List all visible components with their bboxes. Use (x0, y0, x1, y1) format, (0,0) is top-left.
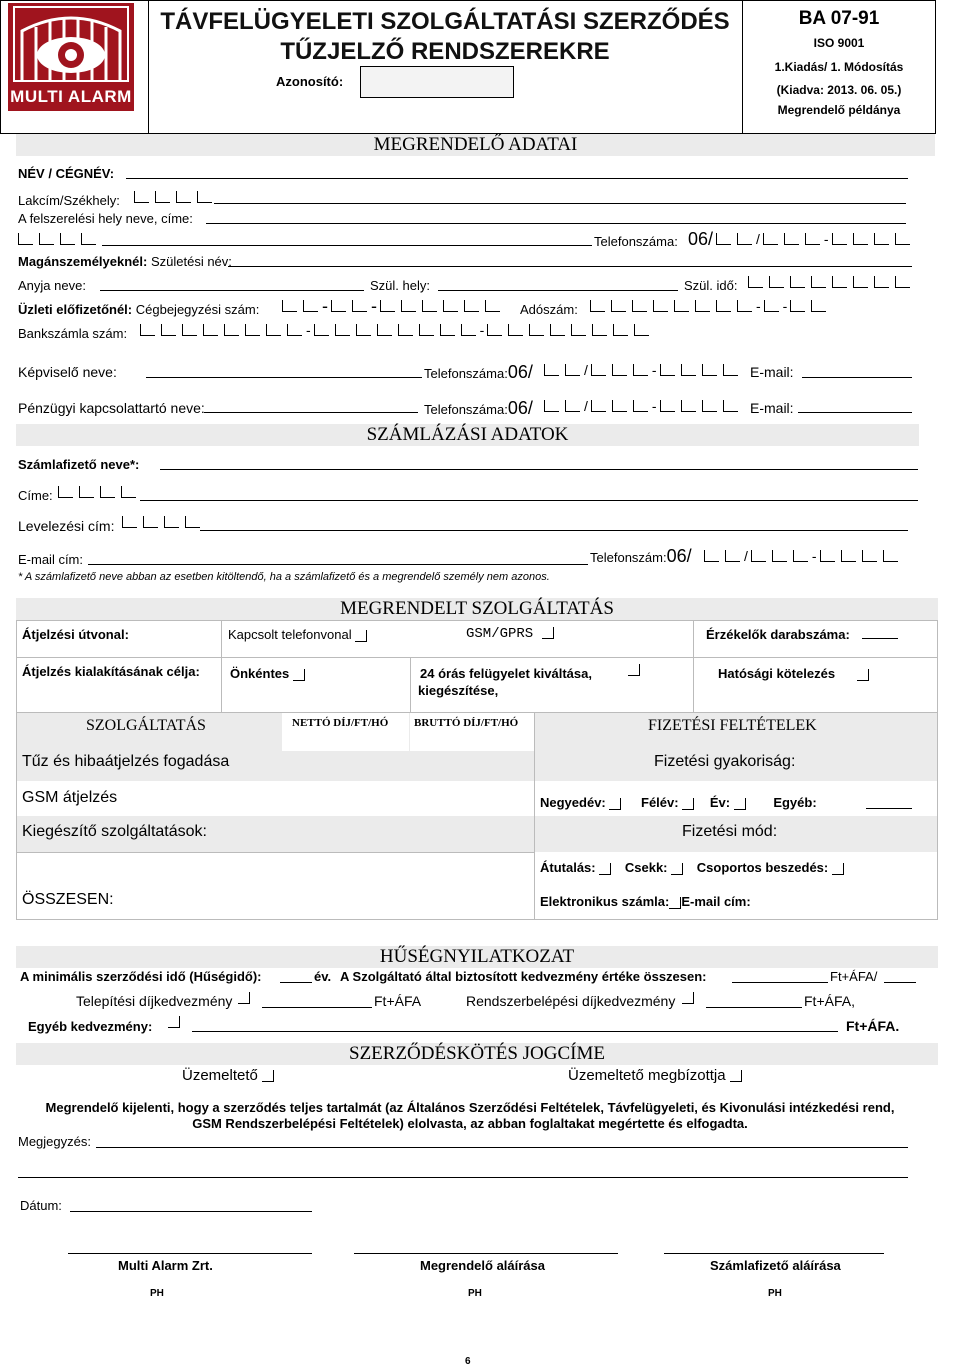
purpose-label: Átjelzés kialakításának célja: (22, 664, 200, 679)
bank-boxes[interactable]: - - (140, 324, 655, 336)
declaration-text: Megrendelő kijelenti, hogy a szerződés teljes tartalmát (az Általános Szerződési Feltételek, Távfelügyeleti, és Kivonulási intézkedési rend, GSM Rendszerbelépési Feltételek) elolvasta, az abban foglaltakat megértette és elfogadta. (45, 1100, 895, 1131)
birth-date-label: Szül. idő: (684, 278, 738, 293)
mother-label: Anyja neve: (18, 278, 86, 293)
service-section-title: MEGRENDELT SZOLGÁLTATÁS (16, 598, 938, 620)
birth-name-label: Születési név: (150, 254, 232, 269)
operator-label: Üzemeltető (182, 1067, 258, 1084)
mandatory-checkbox[interactable] (857, 669, 869, 681)
gsm-checkbox[interactable] (542, 627, 554, 639)
e-invoice-option (540, 894, 751, 909)
sig-line-payer[interactable] (664, 1253, 884, 1254)
col-service: SZOLGÁLTATÁS (86, 717, 206, 734)
azonosito-label: Azonosító: (276, 74, 344, 89)
operator-agent-option[interactable] (568, 1067, 742, 1084)
table-divider (534, 713, 535, 919)
doc-code: BA 07-91 (798, 8, 880, 29)
payer-field[interactable] (160, 469, 918, 470)
ph-orderer: PH (468, 1288, 482, 1299)
address-zip-boxes[interactable] (134, 191, 218, 203)
table-divider-2 (17, 852, 534, 853)
replacement-line1: 24 órás felügyelet kiváltása, (420, 666, 592, 681)
orderer-section-title: MEGRENDELŐ ADATAI (16, 134, 935, 156)
voluntary-option[interactable] (230, 666, 305, 681)
group-label: Csoportos beszedés: (696, 860, 829, 875)
operator-option[interactable] (182, 1067, 274, 1084)
install-phone-label: Telefonszáma: (594, 234, 678, 249)
rep-phone-prefix: 06/ (507, 362, 533, 382)
azonosito-input[interactable] (360, 66, 514, 98)
other-discount-checkbox[interactable] (168, 1016, 180, 1028)
notes-label: Megjegyzés: (18, 1134, 91, 1149)
transfer-label: Átutalás: (540, 860, 596, 875)
finance-phone-prefix: 06/ (507, 398, 533, 418)
name-field[interactable] (126, 178, 908, 179)
rep-email-field[interactable] (802, 377, 912, 378)
ph-payer: PH (768, 1288, 782, 1299)
ph-company: PH (150, 1288, 164, 1299)
billing-phone-label (590, 546, 692, 567)
private-label (18, 254, 232, 269)
col-net: NETTÓ DÍJ/FT/HÓ (292, 717, 389, 729)
contract-subtitle: TŰZJELZŐ RENDSZEREKRE (280, 38, 610, 65)
quarterly-label: Negyedév: (540, 795, 606, 810)
discount-unit-field[interactable] (884, 982, 916, 983)
issued-label: (Kiadva: 2013. 06. 05.) (776, 83, 902, 97)
voluntary-label: Önkéntes (230, 666, 290, 681)
finance-phone-label (424, 398, 533, 419)
other-field[interactable] (866, 808, 912, 809)
operator-checkbox[interactable] (262, 1070, 274, 1082)
company-reg-label: Cégbejegyzési szám: (135, 302, 260, 317)
discount-unit: Ft+ÁFA/ (830, 969, 878, 984)
year-checkbox[interactable] (734, 798, 746, 810)
entry-discount-unit: Ft+ÁFA, (804, 993, 855, 1009)
phone-line-label: Kapcsolt telefonvonal (228, 627, 352, 642)
finance-phone-text: Telefonszáma: (424, 402, 508, 417)
birth-name-field[interactable] (228, 266, 912, 267)
notes-field-2[interactable] (18, 1177, 908, 1178)
install-zip-boxes[interactable] (18, 233, 102, 245)
billing-section-title: SZÁMLÁZÁSI ADATOK (16, 424, 919, 446)
gsm-option[interactable] (466, 626, 554, 642)
cheque-checkbox[interactable] (671, 863, 683, 875)
method-label: Fizetési mód: (682, 823, 778, 840)
entry-discount-checkbox[interactable] (682, 992, 694, 1004)
min-period-field[interactable] (280, 982, 312, 983)
iso-label: ISO 9001 (813, 36, 865, 50)
billing-phone-prefix: 06/ (666, 546, 692, 566)
edition-label: 1.Kiadás/ 1. Módosítás (774, 60, 904, 74)
finance-email-label: E-mail: (750, 400, 794, 416)
page-number: 6 (465, 1356, 471, 1367)
row-total: ÖSSZESEN: (22, 891, 114, 908)
col-gross: BRUTTÓ DÍJ/FT/HÓ (414, 717, 519, 729)
business-label (18, 302, 259, 317)
billing-phone-text: Telefonszám: (590, 550, 667, 565)
e-invoice-label: Elektronikus számla: (540, 894, 670, 909)
quarterly-checkbox[interactable] (609, 798, 621, 810)
payer-label: Számlafizető neve*: (18, 457, 140, 472)
notes-field-1[interactable] (96, 1147, 908, 1148)
e-invoice-checkbox[interactable] (669, 897, 681, 909)
discount-label: A Szolgáltató által biztosított kedvezmény értéke összesen: (340, 969, 707, 984)
company-logo (8, 3, 134, 111)
mail-zip-boxes[interactable] (122, 516, 206, 528)
half-year-checkbox[interactable] (682, 798, 694, 810)
date-field[interactable] (70, 1211, 312, 1212)
cheque-label: Csekk: (624, 860, 668, 875)
sig-line-company (68, 1253, 312, 1254)
rep-label: Képviselő neve: (18, 364, 117, 380)
date-label: Dátum: (20, 1198, 62, 1213)
voluntary-checkbox[interactable] (293, 669, 305, 681)
phone-line-option[interactable] (228, 627, 367, 642)
payer-note: * A számlafizető neve abban az esetben kitöltendő, ha a számlafizető és a megrendelő személy nem azonos. (18, 571, 550, 583)
bank-label: Bankszámla szám: (18, 326, 128, 341)
install-discount-label: Telepítési díjkedvezmény (76, 993, 233, 1009)
finance-field[interactable] (204, 412, 418, 413)
phone-line-checkbox[interactable] (355, 630, 367, 642)
rep-email-label: E-mail: (750, 364, 794, 380)
discount-field[interactable] (732, 982, 828, 983)
rep-phone-label (424, 362, 533, 383)
contract-section-title: SZERZŐDÉSKÖTÉS JOGCÍME (16, 1043, 938, 1065)
method-options (540, 860, 844, 875)
install-discount-unit: Ft+ÁFA (374, 993, 422, 1009)
mandatory-option[interactable] (718, 666, 869, 681)
birth-place-field[interactable] (438, 290, 678, 291)
mail-label: Levelezési cím: (18, 518, 115, 534)
tax-label: Adószám: (520, 302, 578, 317)
install-phone-prefix: 06/ (688, 229, 714, 249)
row-extra: Kiegészítő szolgáltatások: (22, 823, 207, 840)
rep-field[interactable] (146, 377, 422, 378)
operator-agent-label: Üzemeltető megbízottja (568, 1067, 726, 1084)
loyalty-section-title: HŰSÉGNYILATKOZAT (16, 946, 938, 968)
copy-label: Megrendelő példánya (777, 103, 901, 117)
other-label: Egyéb: (773, 795, 817, 810)
row-gsm: GSM átjelzés (22, 789, 118, 806)
billing-address-field[interactable] (140, 500, 918, 501)
address-label: Lakcím/Székhely: (18, 193, 120, 208)
freq-label: Fizetési gyakoriság: (654, 753, 796, 770)
gsm-label: GSM/GPRS (466, 626, 534, 642)
other-discount-unit: Ft+ÁFA. (846, 1018, 900, 1034)
rep-phone-text: Telefonszáma: (424, 366, 508, 381)
min-period-label: A minimális szerződési idő (Hűségidő): (20, 969, 262, 984)
address-field[interactable] (214, 203, 906, 204)
year-unit: év. (314, 969, 332, 984)
mail-field[interactable] (200, 530, 908, 531)
business-label-text: Üzleti előfizetőnél: (18, 302, 133, 317)
install-phone-boxes[interactable]: / - (716, 233, 916, 245)
install-discount-field[interactable] (262, 1007, 372, 1008)
contract-title: TÁVFELÜGYELETI SZOLGÁLTATÁSI SZERZŐDÉS (160, 8, 730, 35)
year-label: Év: (709, 795, 731, 810)
birth-place-label: Szül. hely: (370, 278, 430, 293)
billing-address-label: Címe: (18, 488, 53, 503)
entry-discount-label: Rendszerbelépési díjkedvezmény (466, 993, 676, 1009)
half-year-label: Félév: (641, 795, 679, 810)
company-reg-boxes[interactable]: - - (282, 300, 506, 312)
group-checkbox[interactable] (832, 863, 844, 875)
logo-text: MULTI ALARM (10, 87, 132, 106)
install-address-field[interactable] (102, 245, 592, 246)
billing-phone-boxes[interactable]: / - (704, 550, 904, 562)
other-discount-field[interactable] (192, 1031, 838, 1032)
sig-payer-label: Számlafizető aláírása (710, 1258, 841, 1273)
billing-email-label: E-mail cím: (18, 552, 83, 567)
install-discount-checkbox[interactable] (238, 992, 250, 1004)
mandatory-label: Hatósági kötelezés (718, 666, 836, 681)
install-label: A felszerelési hely neve, címe: (18, 211, 193, 226)
entry-discount-field[interactable] (706, 1007, 802, 1008)
replacement-line2: kiegészítése, (418, 683, 499, 698)
sensors-label: Érzékelők darabszáma: (706, 627, 850, 642)
private-label-text: Magánszemélyeknél: (18, 254, 148, 269)
transfer-checkbox[interactable] (599, 863, 611, 875)
sig-orderer-label: Megrendelő aláírása (420, 1258, 545, 1273)
billing-email-field[interactable] (88, 564, 588, 565)
birth-date-boxes[interactable] (748, 276, 916, 288)
e-invoice-email-label: E-mail cím: (681, 894, 751, 909)
install-field[interactable] (206, 223, 906, 224)
mother-field[interactable] (100, 290, 364, 291)
name-label: NÉV / CÉGNÉV: (18, 166, 115, 181)
other-discount-label: Egyéb kedvezmény: (28, 1019, 153, 1034)
tax-boxes[interactable]: - - (590, 300, 832, 312)
finance-label: Pénzügyi kapcsolattartó neve: (18, 400, 205, 416)
finance-phone-boxes[interactable]: / - (544, 400, 744, 412)
row-fire: Tűz és hibaátjelzés fogadása (22, 753, 230, 770)
route-label: Átjelzési útvonal: (22, 627, 129, 642)
col-payment: FIZETÉSI FELTÉTELEK (648, 717, 817, 734)
sensors-field[interactable] (862, 638, 898, 639)
finance-email-field[interactable] (798, 412, 912, 413)
sig-company-label: Multi Alarm Zrt. (118, 1258, 213, 1273)
billing-zip-boxes[interactable] (58, 486, 142, 498)
operator-agent-checkbox[interactable] (730, 1070, 742, 1082)
rep-phone-boxes[interactable]: / - (544, 364, 744, 376)
replacement-checkbox[interactable] (628, 664, 640, 676)
freq-options (540, 795, 817, 810)
sig-line-orderer[interactable] (354, 1253, 618, 1254)
